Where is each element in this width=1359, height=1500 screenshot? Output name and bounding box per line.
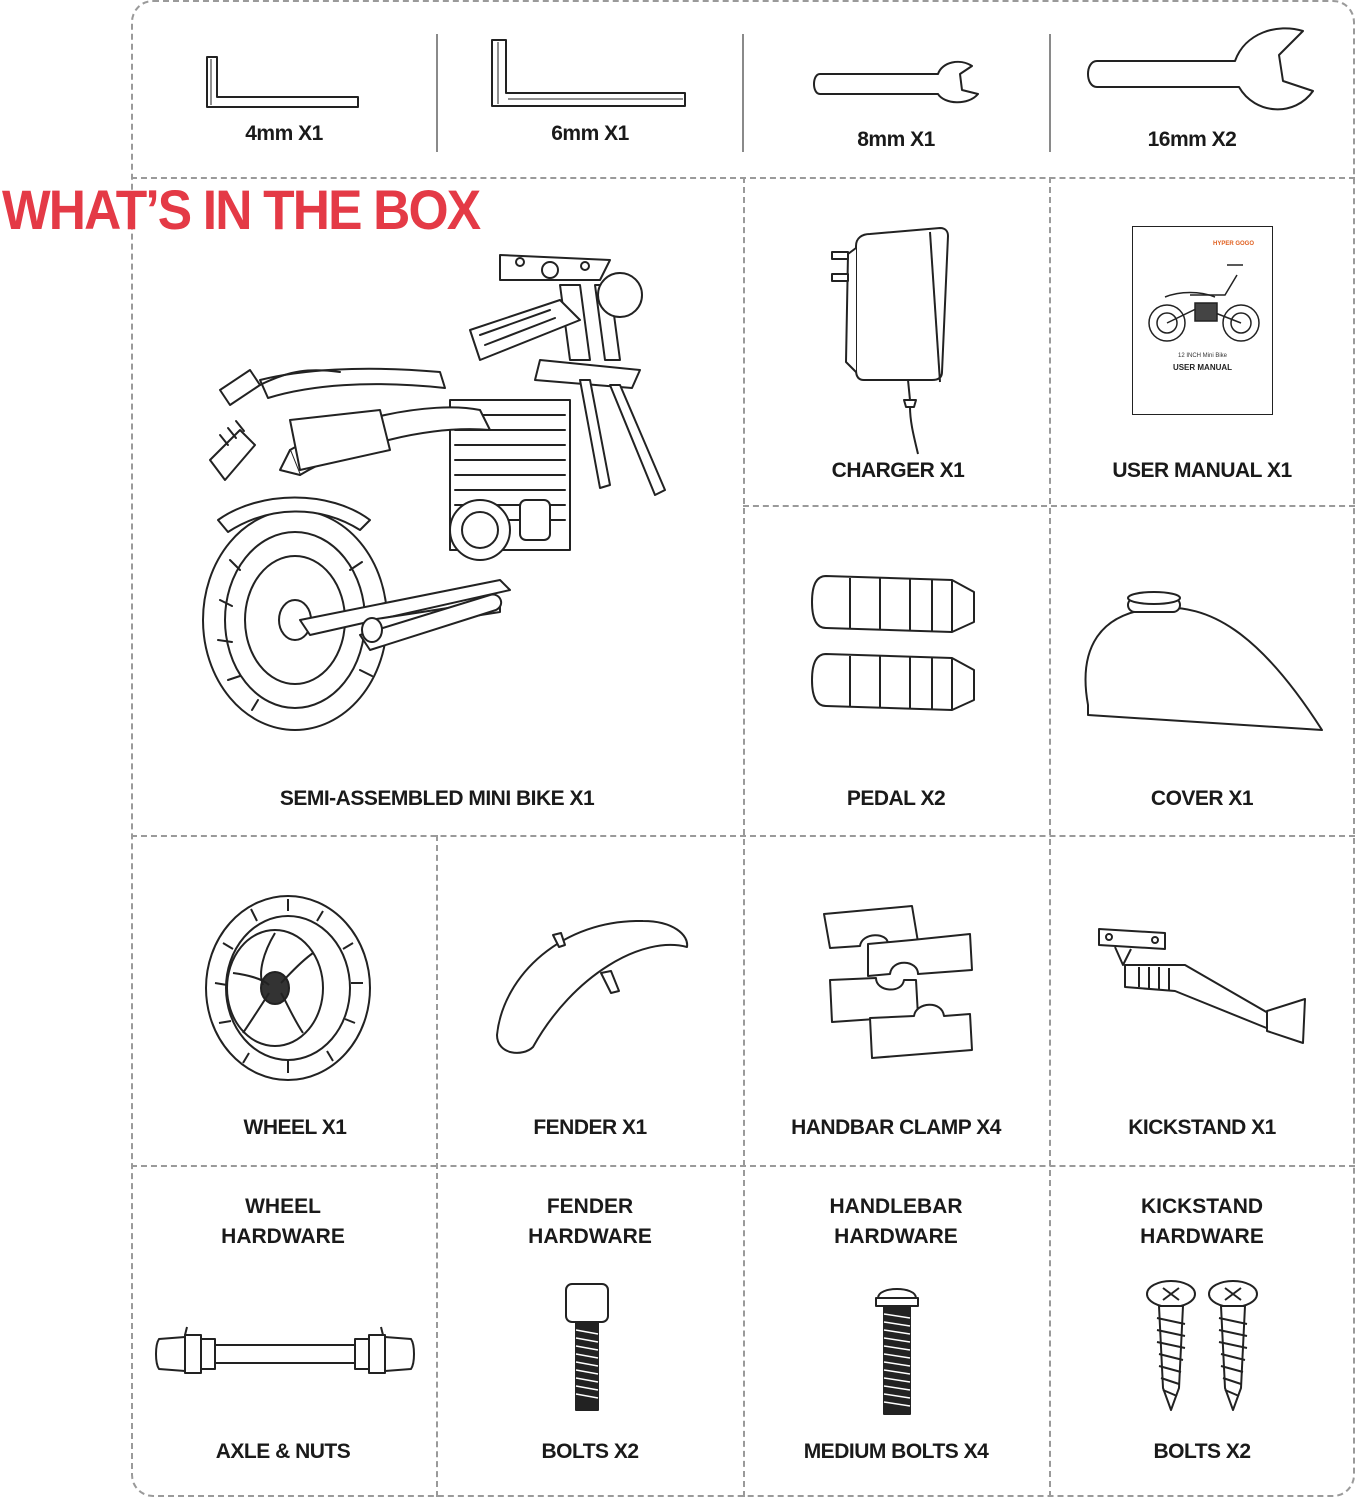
manual-label: USER MANUAL X1: [1112, 459, 1292, 482]
clamp-label: HANDBAR CLAMP X4: [791, 1116, 1001, 1139]
bike-label: SEMI-ASSEMBLED MINI BIKE X1: [279, 787, 595, 810]
tool-4mm-label: 4mm X1: [245, 122, 323, 145]
handlebar-bolts-label: MEDIUM BOLTS X4: [803, 1440, 989, 1463]
mini-bike-icon: [200, 240, 680, 740]
kickstand-label: KICKSTAND X1: [1128, 1116, 1276, 1139]
manual-subtitle: 12 INCH Mini Bike: [1177, 353, 1227, 359]
charger-label: CHARGER X1: [831, 459, 965, 482]
handlebar-hardware-heading: [830, 1192, 963, 1252]
heading-line: FENDER: [546, 1195, 634, 1218]
allen-key-4mm-icon: [205, 55, 365, 115]
tool-6mm-label: 6mm X1: [551, 122, 629, 145]
divider: [742, 34, 744, 152]
fender-hardware-heading: [528, 1192, 652, 1252]
manual-title: USER MANUAL: [1172, 363, 1233, 372]
pedal-label: PEDAL X2: [846, 787, 946, 810]
heading-line: HARDWARE: [834, 1225, 958, 1248]
divider: [436, 835, 438, 1497]
pedal-icon: [812, 570, 982, 720]
heading-line: HARDWARE: [1140, 1225, 1264, 1248]
cover-label: COVER X1: [1150, 787, 1254, 810]
wheel-icon: [203, 893, 373, 1083]
manual-brand: HYPER GOGO: [1213, 241, 1255, 247]
bolt-icon: [562, 1280, 612, 1415]
screw-icon: [1145, 1278, 1260, 1413]
fender-icon: [493, 915, 693, 1060]
wrench-16mm-icon: [1085, 25, 1325, 120]
divider: [1049, 177, 1051, 1497]
fender-bolts-label: BOLTS X2: [541, 1440, 639, 1463]
fender-label: FENDER X1: [533, 1116, 647, 1139]
wheel-label: WHEEL X1: [243, 1116, 347, 1139]
divider: [743, 177, 745, 1497]
heading-line: HARDWARE: [221, 1225, 345, 1248]
axle-label: AXLE & NUTS: [215, 1440, 351, 1463]
allen-key-6mm-icon: [490, 38, 690, 113]
heading-line: HANDLEBAR: [829, 1195, 963, 1218]
divider: [436, 34, 438, 152]
manual-bike-illustration: [1145, 255, 1263, 347]
tool-8mm-label: 8mm X1: [857, 128, 935, 151]
user-manual-icon: [1132, 226, 1273, 415]
heading-line: WHEEL: [245, 1195, 321, 1218]
kickstand-hardware-heading: [1140, 1192, 1264, 1252]
tool-16mm-label: 16mm X2: [1147, 128, 1237, 151]
page-title: WHAT’S IN THE BOX: [2, 178, 480, 241]
bolt-icon: [872, 1278, 922, 1418]
heading-line: KICKSTAND: [1140, 1195, 1264, 1218]
wrench-8mm-icon: [810, 60, 985, 110]
tank-cover-icon: [1078, 590, 1328, 735]
axle-icon: [155, 1325, 415, 1385]
kickstand-bolts-label: BOLTS X2: [1153, 1440, 1251, 1463]
divider: [1049, 34, 1051, 152]
wheel-hardware-heading: [221, 1192, 345, 1252]
heading-line: HARDWARE: [528, 1225, 652, 1248]
kickstand-icon: [1095, 925, 1310, 1050]
handlebar-clamp-icon: [822, 900, 982, 1070]
charger-icon: [830, 222, 960, 462]
